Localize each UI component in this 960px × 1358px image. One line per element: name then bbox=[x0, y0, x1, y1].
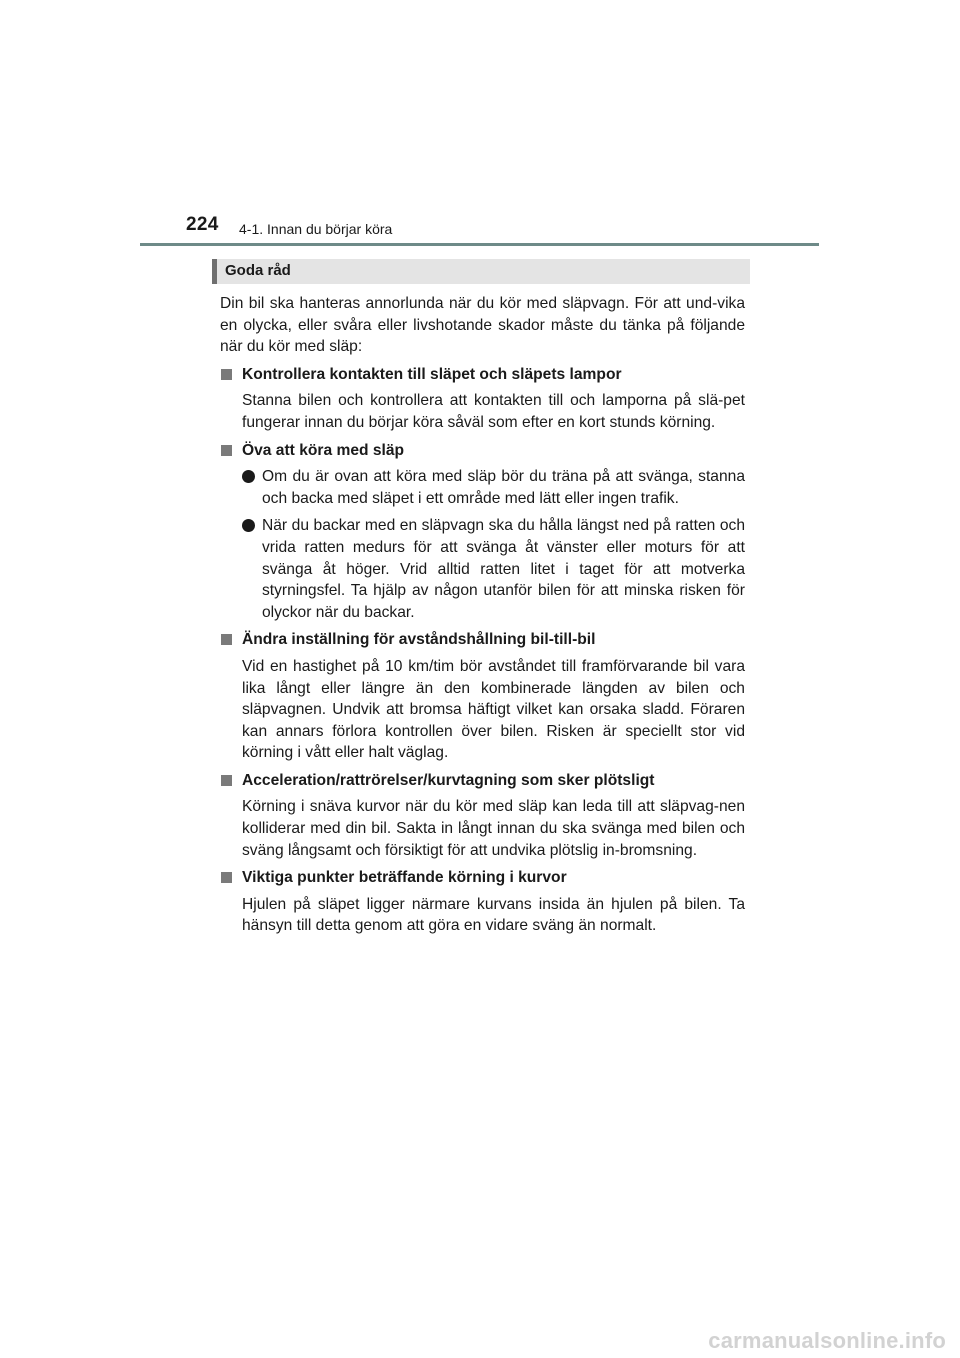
subsection-body: Körning i snäva kurvor när du kör med släp kan leda till att släpvag-nen kolliderar med din bil. Sakta in långt innan du ska svänga med bilen och sväng långsamt och försiktigt för att undvika plötslig in-bromsning. bbox=[242, 798, 745, 859]
subsection-heading bbox=[220, 867, 745, 889]
section-title-accent bbox=[212, 259, 217, 284]
subsection-heading bbox=[220, 440, 745, 462]
square-bullet-icon bbox=[221, 369, 232, 380]
subsection-sudden-moves bbox=[220, 770, 745, 861]
subsection-heading-text: Viktiga punkter beträffande körning i kurvor bbox=[242, 869, 567, 887]
bullet-item bbox=[220, 466, 745, 509]
section-title: Goda råd bbox=[225, 262, 291, 279]
bullet-text: När du backar med en släpvagn ska du hålla längst ned på ratten och vrida ratten medurs för att svänga åt vänster eller moturs för att svänga åt höger. Vrid alltid ratten litet i taget för att motverka styrningsfel. Ta hjälp av någon utanför bilen för att minska risken för olyckor när du backar. bbox=[262, 517, 745, 621]
subsection-body: Stanna bilen och kontrollera att kontakten till och lamporna på slä-pet fungerar innan du börjar köra såväl som efter en kort stunds körning. bbox=[242, 392, 745, 431]
bullet-text: Om du är ovan att köra med släp bör du träna på att svänga, stanna och backa med släpet i ett område med lätt eller ingen trafik. bbox=[262, 468, 745, 507]
header-rule bbox=[140, 243, 819, 246]
subsection-heading-text: Öva att köra med släp bbox=[242, 441, 405, 459]
square-bullet-icon bbox=[221, 775, 232, 786]
round-bullet-icon bbox=[242, 470, 255, 483]
watermark: carmanualsonline.info bbox=[708, 1328, 946, 1353]
subsection-heading bbox=[220, 770, 745, 792]
round-bullet-icon bbox=[242, 519, 255, 532]
subsection-heading bbox=[220, 629, 745, 651]
page-number: 224 bbox=[186, 214, 219, 235]
subsection-heading-text: Acceleration/rattrörelser/kurvtagning som sker plötsligt bbox=[242, 771, 655, 789]
subsection-heading-text: Ändra inställning för avståndshållning bil-till-bil bbox=[242, 631, 596, 649]
subsection-heading bbox=[220, 364, 745, 386]
subsection-distance bbox=[220, 629, 745, 764]
square-bullet-icon bbox=[221, 445, 232, 456]
square-bullet-icon bbox=[221, 872, 232, 883]
subsection-practice bbox=[220, 440, 745, 624]
chapter-title: 4-1. Innan du börjar köra bbox=[239, 221, 393, 237]
subsection-trailer-lamps bbox=[220, 364, 745, 434]
subsection-curves bbox=[220, 867, 745, 937]
bullet-item bbox=[220, 515, 745, 623]
intro-paragraph: Din bil ska hanteras annorlunda när du kör med släpvagn. För att und-vika en olycka, eller svåra eller livshotande skador måste du tänka på följande när du kör med släp: bbox=[220, 295, 745, 356]
content bbox=[220, 293, 745, 943]
section-title-bar bbox=[212, 259, 750, 284]
subsection-body: Hjulen på släpet ligger närmare kurvans insida än hjulen på bilen. Ta hänsyn till detta genom att göra en vidare sväng än normalt. bbox=[242, 895, 745, 935]
subsection-body: Vid en hastighet på 10 km/tim bör avståndet till framförvarande bil vara lika långt eller längre än den kombinerade längden av bilen och släpvagnen. Undvik att bromsa häftigt vilket kan orsaka sladd. Föraren kan annars förlora kontrollen över bilen. Risken är speciellt stor vid körning i vått eller halt väglag. bbox=[242, 657, 745, 762]
subsection-heading-text: Kontrollera kontakten till släpet och släpets lampor bbox=[242, 365, 622, 383]
square-bullet-icon bbox=[221, 634, 232, 645]
